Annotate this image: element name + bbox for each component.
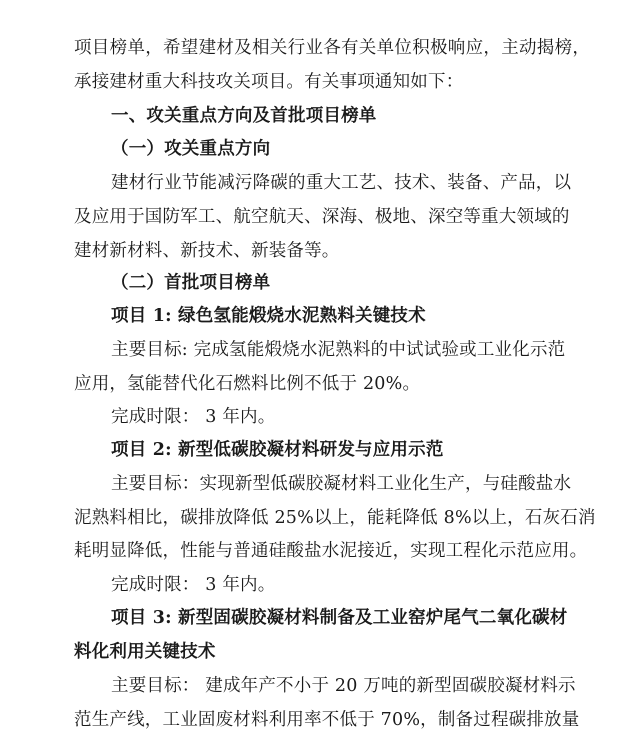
project-title: 项目 1: 绿色氢能煅烧水泥熟料关键技术 <box>111 306 426 326</box>
section-heading: 一、攻关重点方向及首批项目榜单 <box>111 106 377 126</box>
body-text-line: 泥熟料相比，碳排放降低 25%以上，能耗降低 8%以上，石灰石消 <box>74 508 596 528</box>
project-title: 料化利用关键技术 <box>74 642 216 662</box>
body-text-line: 建材新材料、新技术、新装备等。 <box>74 241 340 261</box>
body-text-line: 应用，氢能替代化石燃料比例不低于 20%。 <box>74 374 421 394</box>
body-text-line: 承接建材重大科技攻关项目。有关事项通知如下： <box>74 72 464 92</box>
body-text-line: 主要目标：实现新型低碳胶凝材料工业化生产，与硅酸盐水 <box>111 474 572 494</box>
project-title: 项目 3: 新型固碳胶凝材料制备及工业窑炉尾气二氧化碳材 <box>111 608 568 628</box>
subsection-heading: （一）攻关重点方向 <box>111 139 271 159</box>
project-title: 项目 2: 新型低碳胶凝材料研发与应用示范 <box>111 440 444 460</box>
body-text-line: 建材行业节能减污降碳的重大工艺、技术、装备、产品，以 <box>111 173 572 193</box>
body-text-line: 项目榜单，希望建材及相关行业各有关单位积极响应，主动揭榜， <box>74 38 591 58</box>
body-text-line: 主要目标： 建成年产不小于 20 万吨的新型固碳胶凝材料示 <box>111 676 576 696</box>
body-text-line: 及应用于国防军工、航空航天、深海、极地、深空等重大领域的 <box>74 207 570 227</box>
body-text-line: 完成时限： 3 年内。 <box>111 575 276 595</box>
body-text-line: 主要目标: 完成氢能煅烧水泥熟料的中试试验或工业化示范 <box>111 340 566 360</box>
subsection-heading: （二）首批项目榜单 <box>111 273 271 293</box>
body-text-line: 耗明显降低，性能与普通硅酸盐水泥接近，实现工程化示范应用。 <box>74 541 588 561</box>
body-text-line: 范生产线，工业固废材料利用率不低于 70%，制备过程碳排放量 <box>74 710 580 730</box>
body-text-line: 完成时限： 3 年内。 <box>111 407 276 427</box>
